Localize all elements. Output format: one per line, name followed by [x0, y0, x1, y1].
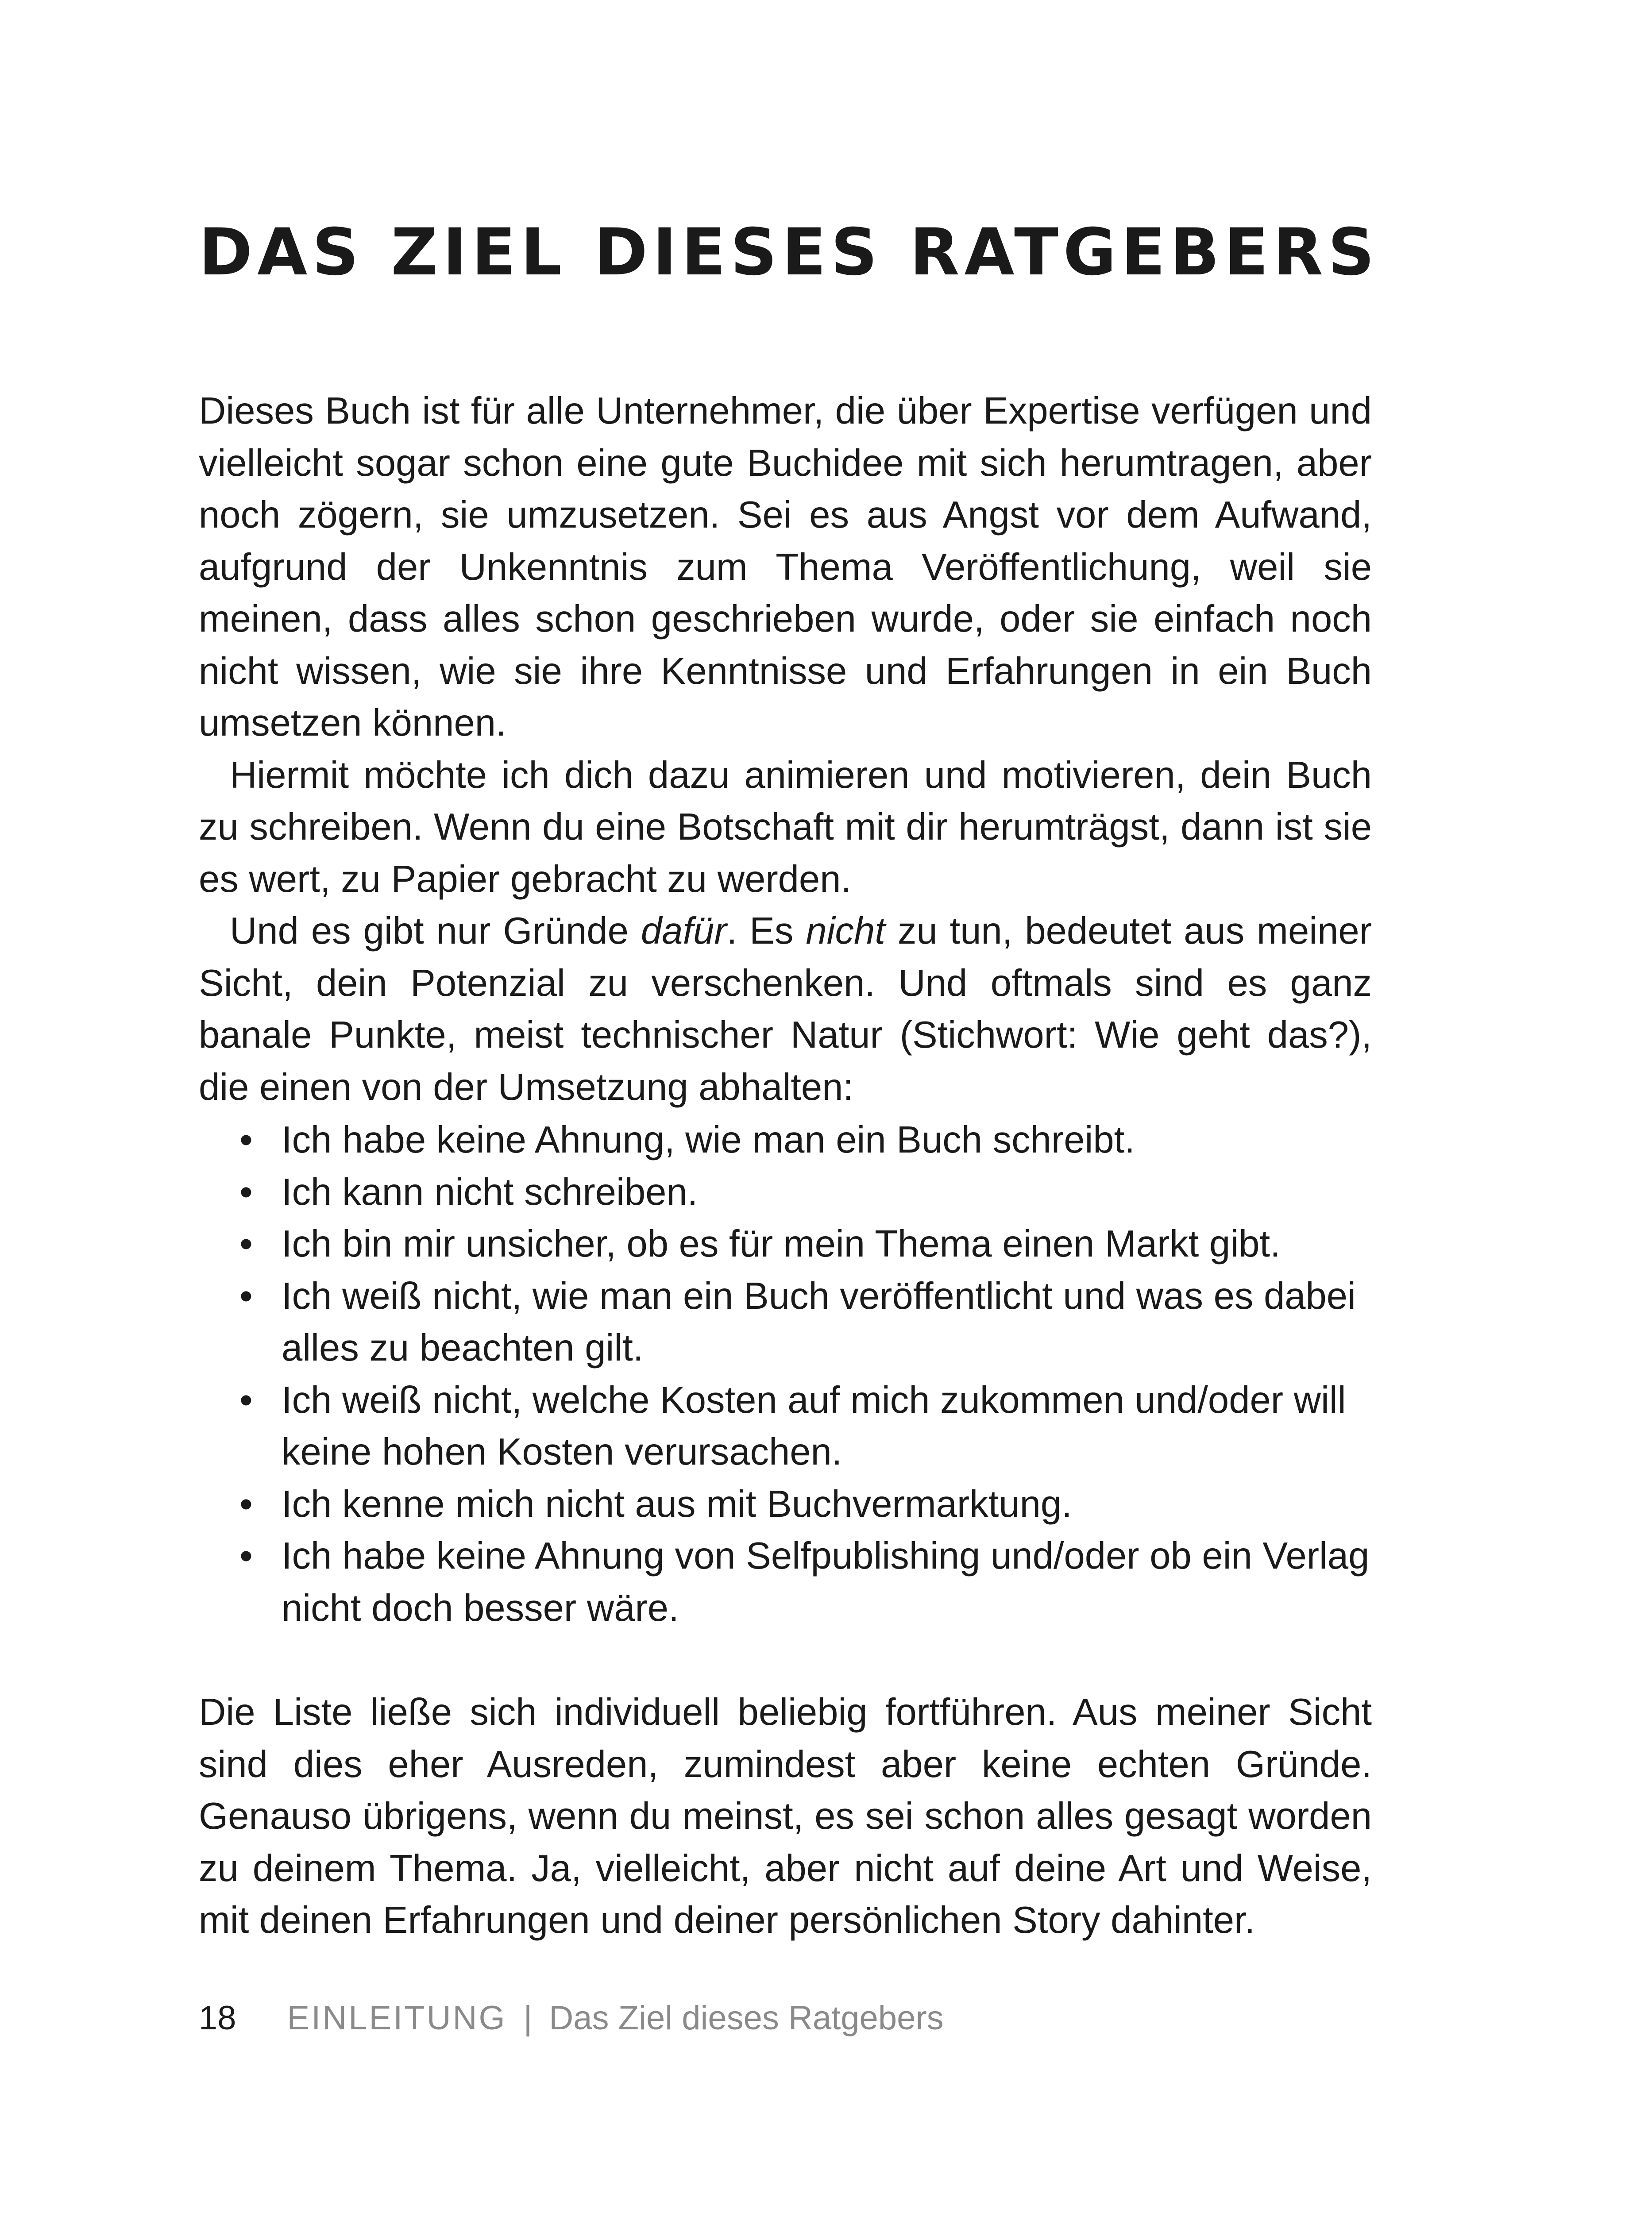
bullet-text: Ich weiß nicht, welche Kosten auf mich zukommen und/oder will keine hohen Kosten verursachen. — [282, 1379, 1346, 1473]
footer-chapter-title: EINLEITUNG — [287, 1999, 507, 2037]
bullet-icon: • — [239, 1379, 253, 1421]
bullet-icon: • — [239, 1483, 253, 1525]
bullet-icon: • — [239, 1171, 253, 1213]
paragraph-3-text-3: zu tun, bedeutet aus meiner Sicht, dein Potenzial zu verschenken. Und oftmals sind es ganz banale Punkte, meist technischer Natur (Stichwort: Wie geht das?), die einen von der Umsetzung abhalten: — [199, 910, 1372, 1108]
bullet-item — [199, 1270, 1372, 1374]
bullet-icon: • — [239, 1275, 253, 1317]
bullet-icon: • — [239, 1119, 253, 1161]
paragraph-4: Die Liste ließe sich individuell beliebig fortführen. Aus meiner Sicht sind dies eher Ausreden, zumindest aber keine echten Gründe. Genauso übrigens, wenn du meinst, es sei schon alles gesagt worden zu deinem Thema. Ja, vielleicht, aber nicht auf deine Art und Weise, mit deinen Erfahrungen und deiner persönlichen Story dahinter. — [199, 1691, 1372, 1941]
bullet-text: Ich habe keine Ahnung, wie man ein Buch schreibt. — [282, 1119, 1135, 1161]
chapter-heading: DAS ZIEL DIESES RATGEBERS — [199, 215, 1379, 290]
bullet-text: Ich kann nicht schreiben. — [282, 1171, 698, 1213]
bullet-item — [199, 1530, 1372, 1634]
bullet-item — [199, 1166, 1372, 1218]
bullet-text: Ich kenne mich nicht aus mit Buchvermarktung. — [282, 1483, 1072, 1525]
bullet-icon: • — [239, 1535, 253, 1577]
bullet-text: Ich bin mir unsicher, ob es für mein Thema einen Markt gibt. — [282, 1223, 1281, 1265]
reasons-bullet-list — [199, 1114, 1372, 1634]
bullet-item — [199, 1374, 1372, 1478]
bullet-item — [199, 1478, 1372, 1531]
intro-text-block — [199, 385, 1372, 1113]
page-footer — [199, 1996, 944, 2040]
bullet-item — [199, 1114, 1372, 1166]
paragraph-1: Dieses Buch ist für alle Unternehmer, die über Expertise verfügen und vielleicht sogar schon eine gute Buchidee mit sich herumtragen, aber noch zögern, sie umzusetzen. Sei es aus Angst vor dem Aufwand, aufgrund der Unkenntnis zum Thema Veröffentlichung, weil sie meinen, dass alles schon geschrieben wurde, oder sie einfach noch nicht wissen, wie sie ihre Kenntnisse und Erfahrungen in ein Buch umsetzen können. — [199, 390, 1372, 744]
emphasis-dafuer: dafür — [641, 910, 727, 952]
bullet-item — [199, 1218, 1372, 1270]
bullet-icon: • — [239, 1223, 253, 1265]
bullet-text: Ich habe keine Ahnung von Selfpublishing und/oder ob ein Verlag nicht doch besser wäre. — [282, 1535, 1370, 1629]
bullet-text: Ich weiß nicht, wie man ein Buch veröffentlicht und was es dabei alles zu beachten gilt. — [282, 1275, 1356, 1369]
footer-section-title: Das Ziel dieses Ratgebers — [549, 1999, 944, 2037]
emphasis-nicht: nicht — [806, 910, 885, 952]
paragraph-2: Hiermit möchte ich dich dazu animieren und motivieren, dein Buch zu schreiben. Wenn du eine Botschaft mit dir herumträgst, dann ist sie es wert, zu Papier gebracht zu werden. — [199, 754, 1372, 900]
page-number: 18 — [199, 1999, 236, 2037]
closing-text-block — [199, 1686, 1372, 1947]
paragraph-3 — [199, 905, 1372, 1113]
footer-separator: | — [523, 1999, 533, 2037]
paragraph-3-text-1: Und es gibt nur Gründe — [230, 910, 641, 952]
paragraph-3-text-2: . Es — [726, 910, 806, 952]
